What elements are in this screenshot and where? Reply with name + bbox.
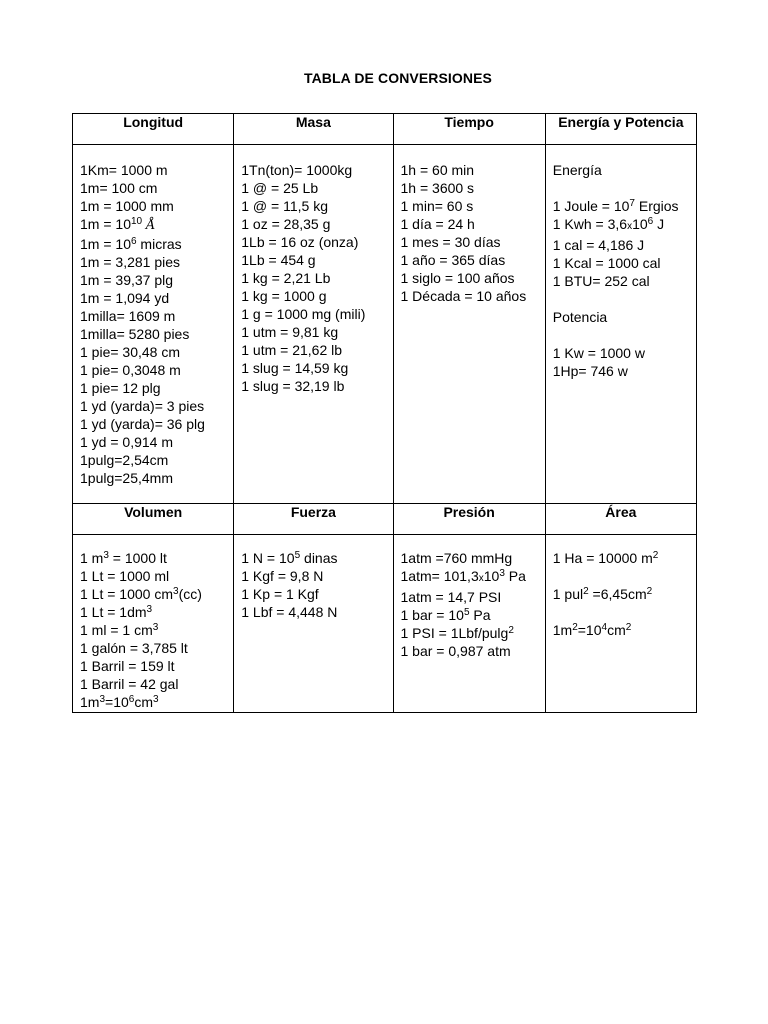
potencia-line: 1 Kw = 1000 w	[552, 345, 645, 361]
fuerza-line: 1 $N = 10^5$ dinas	[241, 550, 338, 566]
longitud-line: 1m = 1,094 yd	[80, 290, 170, 306]
area-line: $1m^2=10^4cm^2$	[552, 622, 632, 638]
energia-line: 1 cal = 4,186 J	[552, 237, 645, 253]
energia-line: 1 BTU= 252 cal	[552, 273, 650, 289]
spacer	[553, 603, 696, 621]
tiempo-line: 1 min= 60 s	[400, 198, 474, 214]
masa-line: 1 oz = 28,35 g	[241, 216, 331, 232]
volumen-line: 1 Lt = 1000 ml	[80, 568, 170, 584]
header-tiempo: Tiempo	[393, 114, 545, 145]
spacer	[553, 179, 696, 197]
data-row-2	[73, 535, 697, 713]
volumen-line: 1 $m^3 = 1000$ lt	[80, 550, 167, 566]
page-title: TABLA DE CONVERSIONES	[303, 70, 492, 86]
presion-line: 1atm = 14,7 PSI	[400, 589, 502, 605]
longitud-line: 1m = 3,281 pies	[80, 254, 181, 270]
volumen-line: 1 galón = 3,785 lt	[80, 640, 188, 656]
spacer	[553, 567, 696, 585]
masa-line: 1 utm = 9,81 kg	[241, 324, 339, 340]
volumen-line: 1 ml = 1 $cm^3$	[80, 622, 159, 638]
spacer	[553, 326, 696, 344]
header-longitud: Longitud	[73, 114, 234, 145]
longitud-line: 1m= 100 cm	[80, 180, 158, 196]
masa-line: 1 slug = 14,59 kg	[241, 360, 349, 376]
volumen-line: $1m^3=10^6cm^3$	[80, 694, 159, 710]
tiempo-line: 1 mes = 30 días	[400, 234, 501, 250]
longitud-line-micras: $1m = 10^6$ micras	[80, 236, 182, 252]
header-area: Área	[545, 504, 696, 535]
masa-line: 1 @ = 25 Lb	[241, 180, 319, 196]
cell-energia-potencia	[545, 145, 696, 504]
header-masa: Masa	[234, 114, 393, 145]
longitud-line-angstrom: $1m = 10^{10}$ Å	[80, 216, 156, 233]
longitud-line: 1 pie= 12 plg	[80, 380, 161, 396]
longitud-line: 1m = 1000 mm	[80, 198, 174, 214]
header-row-1	[73, 114, 697, 145]
angstrom-symbol: Å	[146, 218, 156, 233]
masa-line: 1 kg = 1000 g	[241, 288, 327, 304]
cell-masa	[234, 145, 393, 504]
longitud-line: 1milla= 5280 pies	[80, 326, 190, 342]
cell-presion	[393, 535, 545, 713]
volumen-line: 1 Barril = 159 lt	[80, 658, 175, 674]
longitud-line: 1pulg=25,4mm	[80, 470, 174, 486]
longitud-line: 1 yd (yarda)= 36 plg	[80, 416, 205, 432]
presion-line: 1 PSI = 1Lbf/pulg$^2$	[400, 625, 514, 641]
longitud-line: 1m = 39,37 plg	[80, 272, 174, 288]
presion-line: 1atm =760 mmHg	[400, 550, 513, 566]
cell-tiempo	[393, 145, 545, 504]
tiempo-line: 1h = 3600 s	[400, 180, 475, 196]
longitud-line: 1 yd = 0,914 m	[80, 434, 174, 450]
masa-line: 1Tn(ton)= 1000kg	[241, 162, 353, 178]
energia-line: 1 Joule = $10^7$ Ergios	[552, 198, 679, 214]
masa-line: 1Lb = 16 oz (onza)	[241, 234, 359, 250]
masa-line: 1 g = 1000 mg (mili)	[241, 306, 366, 322]
longitud-line: 1 yd (yarda)= 3 pies	[80, 398, 205, 414]
masa-line: 1 slug = 32,19 lb	[241, 378, 345, 394]
energia-line: 1 Kwh = $3,6x10^6$ J	[552, 216, 665, 232]
data-row-1	[73, 145, 697, 504]
potencia-line: 1Hp= 746 w	[552, 363, 628, 379]
header-presion: Presión	[393, 504, 545, 535]
volumen-line: 1 $Lt = 1dm^3$	[80, 604, 153, 620]
cell-volumen	[73, 535, 234, 713]
energia-line: 1 Kcal = 1000 cal	[552, 255, 661, 271]
longitud-line: 1 pie= 30,48 cm	[80, 344, 181, 360]
longitud-line: 1milla= 1609 m	[80, 308, 176, 324]
fuerza-line: 1 Lbf = 4,448 N	[241, 604, 338, 620]
presion-line: $1atm= 101,3x10^3$ Pa	[400, 568, 526, 584]
conversion-table	[72, 113, 697, 713]
tiempo-line: 1 día = 24 h	[400, 216, 475, 232]
cell-area	[545, 535, 696, 713]
header-row-2	[73, 504, 697, 535]
masa-line: 1 kg = 2,21 Lb	[241, 270, 331, 286]
fuerza-line: 1 Kgf = 9,8 N	[241, 568, 324, 584]
header-volumen: Volumen	[73, 504, 234, 535]
cell-fuerza	[234, 535, 393, 713]
longitud-line: 1Km= 1000 m	[80, 162, 168, 178]
cell-longitud	[73, 145, 234, 504]
masa-line: 1Lb = 454 g	[241, 252, 316, 268]
spacer	[553, 290, 696, 308]
volumen-line: 1 Lt = 1000 $cm^3(cc)$	[80, 586, 202, 602]
tiempo-line: 1 año = 365 días	[400, 252, 506, 268]
longitud-line: 1pulg=2,54cm	[80, 452, 169, 468]
volumen-line: 1 Barril = 42 gal	[80, 676, 179, 692]
fuerza-line: 1 Kp = 1 Kgf	[241, 586, 319, 602]
presion-line: 1 bar = 0,987 atm	[400, 643, 511, 659]
potencia-label: Potencia	[552, 309, 608, 325]
header-fuerza: Fuerza	[234, 504, 393, 535]
tiempo-line: 1 siglo = 100 años	[400, 270, 515, 286]
area-line: 1 $pul^2 =6,45cm^2$	[552, 586, 653, 602]
energia-label: Energía	[552, 162, 602, 178]
tiempo-line: 1 Década = 10 años	[400, 288, 527, 304]
area-line: 1 Ha = 10000 $m^2$	[552, 550, 659, 566]
tiempo-line: 1h = 60 min	[400, 162, 475, 178]
header-energia-potencia: Energía y Potencia	[545, 114, 696, 145]
longitud-line: 1 pie= 0,3048 m	[80, 362, 181, 378]
masa-line: 1 @ = 11,5 kg	[241, 198, 328, 214]
masa-line: 1 utm = 21,62 lb	[241, 342, 343, 358]
presion-line: 1 bar = $10^5$ Pa	[400, 607, 491, 623]
